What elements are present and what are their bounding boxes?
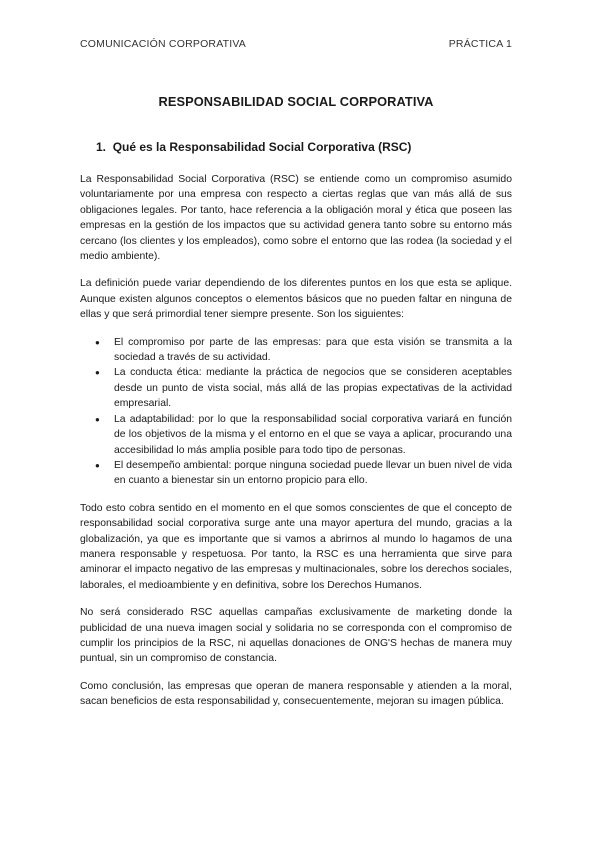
paragraph-globalization: Todo esto cobra sentido en el momento en el que somos conscientes de que el concepto de responsabilidad social corporativa surge ante una mayor apertura del mundo, gracias a la globalización, ya que es importante que si vamos a abrirnos al mundo lo hagamos de una manera responsable y respetuosa. Por tanto, la RSC es una herramienta que sirve para aminorar el impacto negativo de las empresas y multinacionales, sobre los derechos sociales, laborales, el medioambiente y en definitiva, sobre los Derechos Humanos.	[80, 502, 513, 591]
section-title: Qué es la Responsabilidad Social Corporativa (RSC)	[112, 140, 412, 154]
bullet-list	[80, 335, 512, 489]
list-item: ● El compromiso por parte de las empresas: para que esta visión se transmita a la sociedad a través de su actividad.	[95, 336, 512, 364]
paragraph-conclusion: Como conclusión, las empresas que operan de manera responsable y atienden a la moral, sacan beneficios de esta responsabilidad y, consecuentemente, mejoran su imagen pública.	[80, 680, 512, 708]
header-course: COMUNICACIÓN CORPORATIVA	[80, 38, 247, 50]
paragraph-definition: La Responsabilidad Social Corporativa (RSC) se entiende como un compromiso asumido voluntariamente por una empresa con respecto a ciertas reglas que van más allá de sus obligaciones legales. Por tanto, hace referencia a la obligación moral y ética que poseen las empresas en la gestión de los impactos que su actividad genera tanto sobre su entorno más cercano (los clientes y los empleados), como sobre el entorno que las rodea (la sociedad y el medio ambiente).	[80, 174, 512, 263]
header-assignment: PRÁCTICA 1	[448, 38, 512, 50]
bullet-icon: ●	[95, 368, 100, 378]
bullet-icon: ●	[95, 414, 100, 424]
bullet-icon: ●	[95, 460, 100, 470]
page-header	[80, 38, 512, 50]
document-title: RESPONSABILIDAD SOCIAL CORPORATIVA	[158, 94, 434, 109]
list-item: ● La adaptabilidad: por lo que la responsabilidad social corporativa variará en función de los objetivos de la misma y el entorno en el que se vaya a aplicar, procurando una accesibilidad lo más amplia posible para todo tipo de personas.	[95, 413, 512, 456]
bullet-icon: ●	[95, 337, 100, 347]
document-body	[80, 172, 512, 722]
paragraph-variation: La definición puede variar dependiendo de los diferentes puntos en los que esta se aplique. Aunque existen algunos conceptos o elementos básicos que no pueden faltar en ninguna de ellas y que será primordial tener siempre presente. Son los siguientes:	[80, 278, 512, 321]
section-heading	[96, 140, 411, 154]
list-item: ● El desempeño ambiental: porque ninguna sociedad puede llevar un buen nivel de vida en cuanto a bienestar sin un entorno propicio para ello.	[95, 459, 512, 487]
list-item: ● La conducta ética: mediante la práctica de negocios que se consideren aceptables desde un punto de vista social, más allá de las propias expectativas de la actividad empresarial.	[95, 367, 512, 410]
paragraph-marketing: No será considerado RSC aquellas campañas exclusivamente de marketing donde la publicidad de una nueva imagen social y solidaria no se corresponda con el compromiso de cumplir los principios de la RSC, ni aquellas donaciones de ONG'S hechas de manera muy puntual, sin un compromiso de constancia.	[80, 607, 512, 665]
section-number: 1.	[96, 140, 107, 154]
